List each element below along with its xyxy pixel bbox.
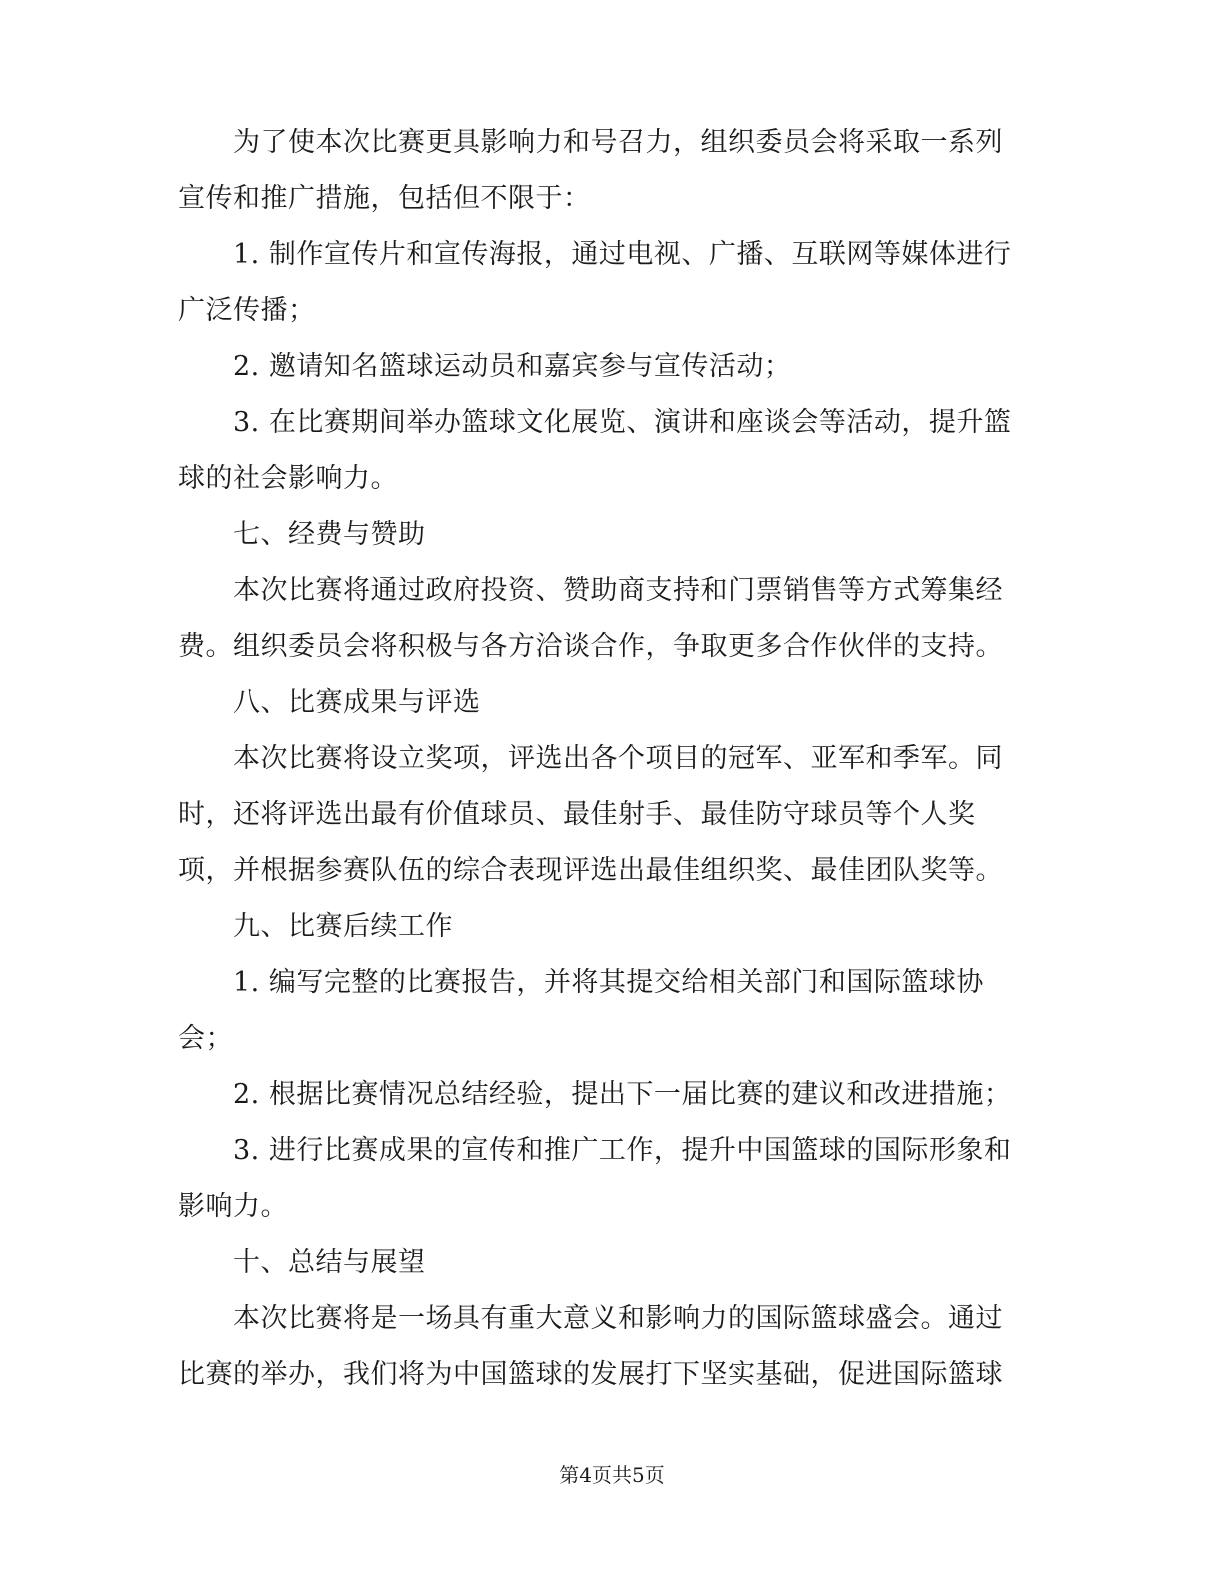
section-heading: 七、经费与赞助 xyxy=(178,519,426,550)
section-heading: 十、总结与展望 xyxy=(178,1247,426,1278)
text-line: 会； xyxy=(178,1023,233,1054)
text-line: 比赛的举办，我们将为中国篮球的发展打下坚实基础，促进国际篮球 xyxy=(178,1359,1003,1390)
text-line: 2. 根据比赛情况总结经验，提出下一届比赛的建议和改进措施； xyxy=(178,1079,1012,1110)
text-line: 本次比赛将是一场具有重大意义和影响力的国际篮球盛会。通过 xyxy=(178,1303,1003,1334)
text-line: 球的社会影响力。 xyxy=(178,463,398,494)
text-line: 1. 制作宣传片和宣传海报，通过电视、广播、互联网等媒体进行 xyxy=(178,239,1012,270)
text-line: 本次比赛将设立奖项，评选出各个项目的冠军、亚军和季军。同 xyxy=(178,743,1003,774)
text-line: 为了使本次比赛更具影响力和号召力，组织委员会将采取一系列 xyxy=(178,127,1003,158)
page-number: 第4页共5页 xyxy=(559,1463,665,1487)
text-line: 2. 邀请知名篮球运动员和嘉宾参与宣传活动； xyxy=(178,351,792,382)
text-line: 广泛传播； xyxy=(178,295,316,326)
text-line: 宣传和推广措施，包括但不限于： xyxy=(178,183,591,214)
text-line: 3. 进行比赛成果的宣传和推广工作，提升中国篮球的国际形象和 xyxy=(178,1135,1012,1166)
text-line: 时，还将评选出最有价值球员、最佳射手、最佳防守球员等个人奖 xyxy=(178,799,976,830)
text-line: 本次比赛将通过政府投资、赞助商支持和门票销售等方式筹集经 xyxy=(178,575,1003,606)
section-heading: 九、比赛后续工作 xyxy=(178,911,453,942)
text-line: 费。组织委员会将积极与各方洽谈合作，争取更多合作伙伴的支持。 xyxy=(178,631,1003,662)
section-heading: 八、比赛成果与评选 xyxy=(178,687,481,718)
text-line: 3. 在比赛期间举办篮球文化展览、演讲和座谈会等活动，提升篮 xyxy=(178,407,1012,438)
document-body xyxy=(178,127,1038,1390)
text-line: 1. 编写完整的比赛报告，并将其提交给相关部门和国际篮球协 xyxy=(178,967,984,998)
text-line: 影响力。 xyxy=(178,1191,288,1222)
text-line: 项，并根据参赛队伍的综合表现评选出最佳组织奖、最佳团队奖等。 xyxy=(178,855,1003,886)
